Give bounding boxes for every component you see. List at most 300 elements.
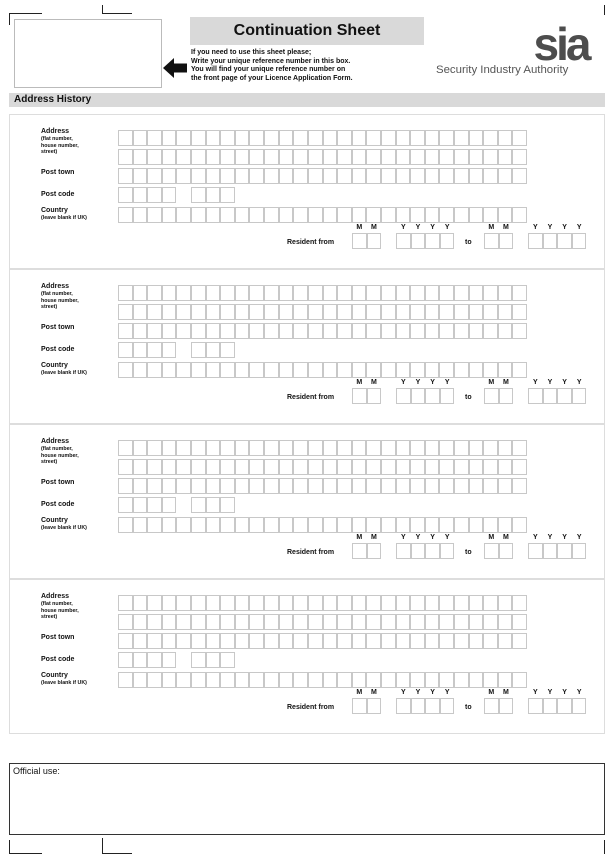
char-box[interactable] [337, 672, 352, 688]
char-box[interactable] [366, 459, 381, 475]
char-box[interactable] [191, 130, 206, 146]
char-box[interactable] [279, 149, 294, 165]
char-box[interactable] [264, 130, 279, 146]
char-box[interactable] [279, 362, 294, 378]
char-box[interactable] [147, 149, 162, 165]
char-box[interactable] [279, 672, 294, 688]
char-box[interactable] [323, 459, 338, 475]
char-box[interactable] [249, 130, 264, 146]
char-box[interactable] [279, 168, 294, 184]
char-box[interactable] [512, 285, 527, 301]
char-box[interactable] [133, 672, 148, 688]
char-box[interactable] [191, 614, 206, 630]
char-box[interactable] [425, 543, 440, 559]
char-box[interactable] [512, 149, 527, 165]
char-box[interactable] [352, 362, 367, 378]
char-box[interactable] [176, 633, 191, 649]
char-box[interactable] [191, 207, 206, 223]
char-box[interactable] [176, 517, 191, 533]
char-box[interactable] [162, 595, 177, 611]
char-box[interactable] [454, 149, 469, 165]
char-box[interactable] [557, 233, 572, 249]
char-box[interactable] [366, 323, 381, 339]
char-box[interactable] [118, 672, 133, 688]
char-box[interactable] [323, 672, 338, 688]
char-box[interactable] [206, 459, 221, 475]
char-box[interactable] [206, 478, 221, 494]
char-box[interactable] [352, 388, 367, 404]
char-box[interactable] [352, 459, 367, 475]
char-box[interactable] [483, 323, 498, 339]
char-box[interactable] [176, 149, 191, 165]
char-box[interactable] [133, 285, 148, 301]
char-box[interactable] [133, 207, 148, 223]
char-box[interactable] [264, 478, 279, 494]
char-box[interactable] [512, 595, 527, 611]
char-box[interactable] [162, 362, 177, 378]
char-box[interactable] [308, 323, 323, 339]
char-box[interactable] [396, 672, 411, 688]
char-box[interactable] [484, 543, 499, 559]
char-box[interactable] [425, 633, 440, 649]
char-box[interactable] [235, 130, 250, 146]
char-box[interactable] [425, 149, 440, 165]
char-box[interactable] [483, 517, 498, 533]
char-box[interactable] [191, 187, 206, 203]
char-box[interactable] [249, 149, 264, 165]
char-box[interactable] [498, 304, 513, 320]
char-box[interactable] [220, 187, 235, 203]
char-box[interactable] [439, 323, 454, 339]
char-box[interactable] [483, 207, 498, 223]
char-box[interactable] [293, 440, 308, 456]
char-box[interactable] [176, 459, 191, 475]
char-box[interactable] [425, 478, 440, 494]
char-box[interactable] [220, 672, 235, 688]
char-box[interactable] [118, 362, 133, 378]
char-box[interactable] [498, 517, 513, 533]
char-box[interactable] [220, 459, 235, 475]
char-box[interactable] [293, 323, 308, 339]
char-box[interactable] [410, 323, 425, 339]
char-box[interactable] [220, 497, 235, 513]
char-box[interactable] [147, 207, 162, 223]
char-box[interactable] [133, 440, 148, 456]
char-box[interactable] [323, 633, 338, 649]
char-box[interactable] [220, 149, 235, 165]
char-box[interactable] [118, 304, 133, 320]
char-box[interactable] [206, 595, 221, 611]
char-box[interactable] [337, 614, 352, 630]
char-box[interactable] [133, 614, 148, 630]
char-box[interactable] [176, 207, 191, 223]
char-box[interactable] [381, 285, 396, 301]
char-box[interactable] [147, 362, 162, 378]
char-box[interactable] [440, 543, 455, 559]
char-box[interactable] [396, 459, 411, 475]
char-box[interactable] [279, 595, 294, 611]
char-box[interactable] [220, 595, 235, 611]
char-box[interactable] [162, 342, 177, 358]
char-box[interactable] [366, 304, 381, 320]
char-box[interactable] [498, 323, 513, 339]
char-box[interactable] [235, 168, 250, 184]
char-box[interactable] [264, 304, 279, 320]
char-box[interactable] [337, 517, 352, 533]
char-box[interactable] [191, 342, 206, 358]
char-box[interactable] [410, 207, 425, 223]
char-box[interactable] [366, 478, 381, 494]
char-box[interactable] [454, 517, 469, 533]
char-box[interactable] [512, 130, 527, 146]
char-box[interactable] [439, 614, 454, 630]
char-box[interactable] [469, 323, 484, 339]
char-box[interactable] [293, 633, 308, 649]
char-box[interactable] [352, 672, 367, 688]
char-box[interactable] [249, 633, 264, 649]
char-box[interactable] [439, 130, 454, 146]
char-box[interactable] [191, 285, 206, 301]
char-box[interactable] [308, 672, 323, 688]
char-box[interactable] [249, 517, 264, 533]
char-box[interactable] [381, 149, 396, 165]
char-box[interactable] [543, 543, 558, 559]
char-box[interactable] [279, 440, 294, 456]
char-box[interactable] [133, 304, 148, 320]
char-box[interactable] [206, 304, 221, 320]
char-box[interactable] [352, 233, 367, 249]
char-box[interactable] [469, 614, 484, 630]
char-box[interactable] [206, 652, 221, 668]
char-box[interactable] [118, 459, 133, 475]
char-box[interactable] [352, 543, 367, 559]
char-box[interactable] [425, 207, 440, 223]
char-box[interactable] [469, 130, 484, 146]
char-box[interactable] [264, 633, 279, 649]
char-box[interactable] [337, 633, 352, 649]
char-box[interactable] [279, 323, 294, 339]
char-box[interactable] [557, 388, 572, 404]
char-box[interactable] [440, 698, 455, 714]
char-box[interactable] [279, 517, 294, 533]
char-box[interactable] [147, 440, 162, 456]
char-box[interactable] [162, 285, 177, 301]
char-box[interactable] [352, 207, 367, 223]
char-box[interactable] [147, 497, 162, 513]
char-box[interactable] [118, 149, 133, 165]
char-box[interactable] [235, 517, 250, 533]
char-box[interactable] [147, 342, 162, 358]
char-box[interactable] [439, 304, 454, 320]
char-box[interactable] [366, 517, 381, 533]
char-box[interactable] [484, 388, 499, 404]
char-box[interactable] [396, 285, 411, 301]
char-box[interactable] [469, 633, 484, 649]
char-box[interactable] [439, 633, 454, 649]
char-box[interactable] [118, 497, 133, 513]
char-box[interactable] [133, 130, 148, 146]
char-box[interactable] [176, 440, 191, 456]
char-box[interactable] [293, 207, 308, 223]
char-box[interactable] [381, 478, 396, 494]
char-box[interactable] [191, 672, 206, 688]
char-box[interactable] [162, 478, 177, 494]
char-box[interactable] [133, 517, 148, 533]
char-box[interactable] [133, 633, 148, 649]
char-box[interactable] [323, 207, 338, 223]
char-box[interactable] [499, 543, 514, 559]
char-box[interactable] [396, 595, 411, 611]
char-box[interactable] [557, 698, 572, 714]
char-box[interactable] [396, 207, 411, 223]
char-box[interactable] [425, 672, 440, 688]
char-box[interactable] [396, 362, 411, 378]
char-box[interactable] [381, 362, 396, 378]
char-box[interactable] [323, 440, 338, 456]
char-box[interactable] [220, 130, 235, 146]
char-box[interactable] [308, 207, 323, 223]
char-box[interactable] [366, 614, 381, 630]
char-box[interactable] [308, 362, 323, 378]
char-box[interactable] [483, 285, 498, 301]
char-box[interactable] [337, 440, 352, 456]
char-box[interactable] [352, 304, 367, 320]
char-box[interactable] [367, 233, 382, 249]
char-box[interactable] [439, 478, 454, 494]
char-box[interactable] [206, 517, 221, 533]
char-box[interactable] [381, 207, 396, 223]
char-box[interactable] [235, 459, 250, 475]
char-box[interactable] [308, 440, 323, 456]
char-box[interactable] [439, 362, 454, 378]
char-box[interactable] [279, 614, 294, 630]
char-box[interactable] [440, 233, 455, 249]
char-box[interactable] [512, 207, 527, 223]
char-box[interactable] [381, 595, 396, 611]
char-box[interactable] [220, 285, 235, 301]
char-box[interactable] [512, 362, 527, 378]
char-box[interactable] [323, 323, 338, 339]
char-box[interactable] [396, 168, 411, 184]
char-box[interactable] [425, 595, 440, 611]
char-box[interactable] [410, 517, 425, 533]
char-box[interactable] [191, 497, 206, 513]
char-box[interactable] [483, 440, 498, 456]
char-box[interactable] [469, 207, 484, 223]
char-box[interactable] [367, 543, 382, 559]
char-box[interactable] [308, 614, 323, 630]
char-box[interactable] [366, 168, 381, 184]
char-box[interactable] [366, 633, 381, 649]
char-box[interactable] [454, 168, 469, 184]
char-box[interactable] [118, 614, 133, 630]
char-box[interactable] [484, 233, 499, 249]
char-box[interactable] [337, 459, 352, 475]
char-box[interactable] [337, 478, 352, 494]
char-box[interactable] [118, 633, 133, 649]
char-box[interactable] [352, 285, 367, 301]
char-box[interactable] [454, 285, 469, 301]
char-box[interactable] [118, 207, 133, 223]
char-box[interactable] [235, 149, 250, 165]
char-box[interactable] [308, 149, 323, 165]
char-box[interactable] [410, 304, 425, 320]
char-box[interactable] [528, 543, 543, 559]
char-box[interactable] [162, 440, 177, 456]
char-box[interactable] [118, 478, 133, 494]
char-box[interactable] [512, 304, 527, 320]
char-box[interactable] [498, 672, 513, 688]
char-box[interactable] [133, 595, 148, 611]
char-box[interactable] [498, 614, 513, 630]
char-box[interactable] [411, 388, 426, 404]
char-box[interactable] [323, 285, 338, 301]
char-box[interactable] [469, 595, 484, 611]
char-box[interactable] [147, 168, 162, 184]
char-box[interactable] [337, 362, 352, 378]
char-box[interactable] [425, 130, 440, 146]
char-box[interactable] [425, 168, 440, 184]
char-box[interactable] [469, 440, 484, 456]
char-box[interactable] [411, 698, 426, 714]
char-box[interactable] [147, 130, 162, 146]
char-box[interactable] [454, 440, 469, 456]
char-box[interactable] [162, 614, 177, 630]
char-box[interactable] [396, 614, 411, 630]
char-box[interactable] [454, 614, 469, 630]
char-box[interactable] [352, 633, 367, 649]
char-box[interactable] [425, 459, 440, 475]
char-box[interactable] [264, 362, 279, 378]
char-box[interactable] [162, 130, 177, 146]
char-box[interactable] [367, 698, 382, 714]
char-box[interactable] [235, 323, 250, 339]
char-box[interactable] [483, 672, 498, 688]
char-box[interactable] [439, 168, 454, 184]
char-box[interactable] [337, 207, 352, 223]
char-box[interactable] [454, 323, 469, 339]
char-box[interactable] [543, 698, 558, 714]
char-box[interactable] [352, 440, 367, 456]
char-box[interactable] [352, 478, 367, 494]
char-box[interactable] [381, 304, 396, 320]
char-box[interactable] [396, 478, 411, 494]
char-box[interactable] [469, 149, 484, 165]
char-box[interactable] [293, 149, 308, 165]
char-box[interactable] [191, 149, 206, 165]
char-box[interactable] [337, 149, 352, 165]
char-box[interactable] [118, 517, 133, 533]
char-box[interactable] [293, 362, 308, 378]
char-box[interactable] [235, 478, 250, 494]
char-box[interactable] [454, 207, 469, 223]
char-box[interactable] [147, 285, 162, 301]
char-box[interactable] [381, 614, 396, 630]
char-box[interactable] [162, 168, 177, 184]
char-box[interactable] [191, 652, 206, 668]
char-box[interactable] [308, 478, 323, 494]
char-box[interactable] [162, 672, 177, 688]
char-box[interactable] [454, 304, 469, 320]
char-box[interactable] [220, 362, 235, 378]
char-box[interactable] [352, 149, 367, 165]
char-box[interactable] [147, 187, 162, 203]
char-box[interactable] [323, 517, 338, 533]
char-box[interactable] [235, 614, 250, 630]
char-box[interactable] [410, 459, 425, 475]
char-box[interactable] [469, 478, 484, 494]
char-box[interactable] [308, 459, 323, 475]
char-box[interactable] [133, 478, 148, 494]
char-box[interactable] [512, 478, 527, 494]
char-box[interactable] [483, 362, 498, 378]
char-box[interactable] [206, 440, 221, 456]
char-box[interactable] [235, 362, 250, 378]
char-box[interactable] [483, 149, 498, 165]
char-box[interactable] [191, 517, 206, 533]
char-box[interactable] [162, 517, 177, 533]
char-box[interactable] [469, 517, 484, 533]
char-box[interactable] [162, 323, 177, 339]
char-box[interactable] [367, 388, 382, 404]
char-box[interactable] [264, 459, 279, 475]
char-box[interactable] [206, 149, 221, 165]
char-box[interactable] [162, 187, 177, 203]
char-box[interactable] [279, 285, 294, 301]
char-box[interactable] [323, 168, 338, 184]
char-box[interactable] [249, 207, 264, 223]
char-box[interactable] [512, 633, 527, 649]
reference-number-box[interactable] [14, 19, 162, 88]
char-box[interactable] [293, 130, 308, 146]
char-box[interactable] [206, 342, 221, 358]
char-box[interactable] [396, 517, 411, 533]
char-box[interactable] [498, 168, 513, 184]
char-box[interactable] [498, 362, 513, 378]
char-box[interactable] [366, 362, 381, 378]
char-box[interactable] [454, 130, 469, 146]
char-box[interactable] [191, 633, 206, 649]
char-box[interactable] [118, 285, 133, 301]
char-box[interactable] [118, 595, 133, 611]
char-box[interactable] [528, 698, 543, 714]
char-box[interactable] [264, 440, 279, 456]
char-box[interactable] [410, 478, 425, 494]
char-box[interactable] [235, 285, 250, 301]
char-box[interactable] [425, 233, 440, 249]
char-box[interactable] [249, 614, 264, 630]
char-box[interactable] [337, 595, 352, 611]
char-box[interactable] [396, 440, 411, 456]
char-box[interactable] [425, 388, 440, 404]
char-box[interactable] [162, 497, 177, 513]
char-box[interactable] [454, 459, 469, 475]
char-box[interactable] [118, 130, 133, 146]
char-box[interactable] [528, 388, 543, 404]
char-box[interactable] [308, 304, 323, 320]
char-box[interactable] [323, 304, 338, 320]
char-box[interactable] [512, 614, 527, 630]
char-box[interactable] [454, 672, 469, 688]
char-box[interactable] [308, 130, 323, 146]
char-box[interactable] [191, 459, 206, 475]
char-box[interactable] [439, 149, 454, 165]
char-box[interactable] [352, 614, 367, 630]
char-box[interactable] [439, 595, 454, 611]
char-box[interactable] [396, 633, 411, 649]
char-box[interactable] [425, 285, 440, 301]
char-box[interactable] [308, 595, 323, 611]
